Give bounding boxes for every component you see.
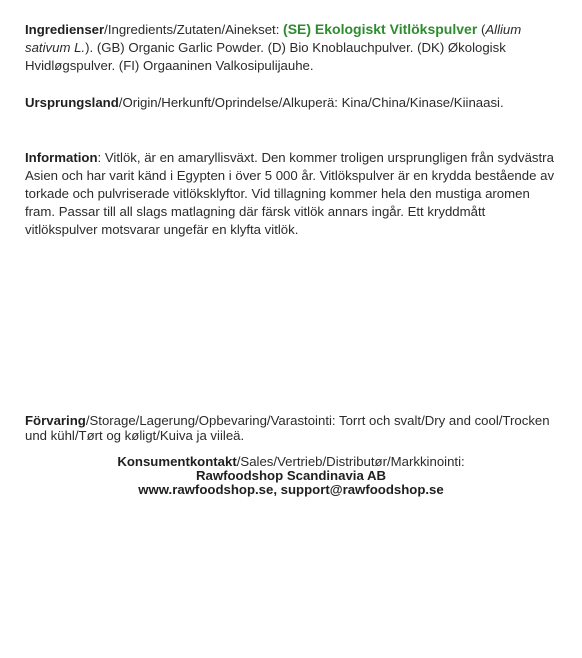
- ingredients-languages: /Ingredients/Zutaten/Ainekset:: [104, 22, 284, 37]
- contact-section: [0, 455, 582, 497]
- company-name: Rawfoodshop Scandinavia AB: [195, 468, 387, 483]
- origin-label: Ursprungsland: [25, 95, 119, 110]
- ingredients-label: Ingredienser: [25, 22, 105, 37]
- contact-line: [0, 455, 582, 469]
- ingredients-translations: ). (GB) Organic Garlic Powder. (D) Bio Knoblauchpulver. (DK) Økologisk Hvidløgspulver. (FI) Orgaaninen Valkosipulijauhe.: [25, 40, 506, 73]
- storage-section: [25, 413, 557, 443]
- information-section: [25, 149, 557, 239]
- contact-web: www.rawfoodshop.se, support@rawfoodshop.se: [138, 482, 444, 497]
- latin-name: Allium sativum L.: [25, 22, 522, 55]
- origin-section: [25, 94, 557, 112]
- storage-text: /Storage/Lagerung/Opbevaring/Varastointi: Torrt och svalt/Dry and cool/Trocken und kühl/Tørt og køligt/Kuiva ja viileä.: [25, 413, 550, 443]
- origin-text: /Origin/Herkunft/Oprindelse/Alkuperä: Kina/China/Kinase/Kiinaasi.: [118, 95, 504, 110]
- paren-open: (: [477, 22, 486, 37]
- contact-text: /Sales/Vertrieb/Distributør/Markkinointi:: [236, 454, 465, 469]
- contact-label: Konsumentkontakt: [117, 454, 237, 469]
- ingredients-highlight: (SE) Ekologiskt Vitlökspulver: [283, 21, 478, 37]
- information-text: : Vitlök, är en amaryllisväxt. Den kommer troligen ursprungligen från sydvästra Asien och har varit känd i Egypten i över 5 000 år. Vitlökspulver är en krydda bestående av torkade och pulvriserade vitlöksklyftor. Vid tillagning kommer hela den mustiga aromen fram. Passar till all slags matlagning där färsk vitlök annars ingår. Ett kryddmått vitlökspulver motsvarar ungefär en klyfta vitlök.: [25, 150, 555, 237]
- storage-label: Förvaring: [25, 413, 86, 428]
- ingredients-section: [25, 20, 557, 75]
- information-label: Information: [25, 150, 98, 165]
